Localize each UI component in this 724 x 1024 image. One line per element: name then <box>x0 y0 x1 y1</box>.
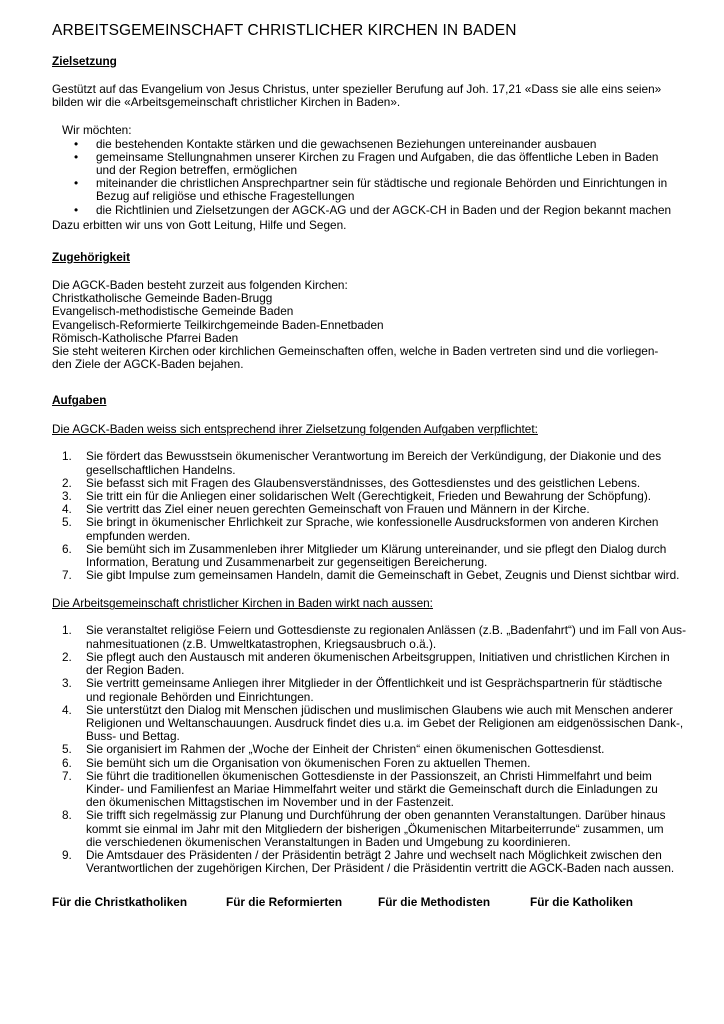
bullet-icon: • <box>74 136 79 151</box>
text-line: Sie vertritt das Ziel einer neuen gerechten Gemeinschaft von Frauen und Männern in der Kirche. <box>86 502 590 517</box>
item-number: 9. <box>62 847 72 862</box>
text-line: Verantwortlichen der zugehörigen Kirchen, Der Präsident / die Präsidentin vertritt die AGCK-Baden nach aussen. <box>86 861 675 876</box>
member-church: Römisch-Katholische Pfarrei Baden <box>52 330 239 345</box>
member-church: Christkatholische Gemeinde Baden-Brugg <box>52 291 273 306</box>
text-line: Sie fördert das Bewusstsein ökumenischer Verantwortung im Bereich der Verkündigung, der Diakonie und des <box>86 449 662 464</box>
bullet-icon: • <box>74 149 79 164</box>
text-line: empfunden werden. <box>86 528 191 543</box>
text-line: Sie bemüht sich um die Organisation von ökumenischen Foren zu aktuellen Themen. <box>86 755 531 770</box>
text-line: Sie bemüht sich im Zusammenleben ihrer Mitglieder um Klärung untereinander, und sie pflegt den Dialog durch <box>86 541 667 556</box>
text-line: Kinder- und Familienfest an Mariae Himmelfahrt weiter und stärkt die Gemeinschaft durch die Einladungen zu <box>86 781 658 796</box>
text-line: Sie gibt Impulse zum gemeinsamen Handeln, damit die Gemeinschaft in Gebet, Zeugnis und Dienst sichtbar wird. <box>86 568 680 583</box>
text-line: Sie tritt ein für die Anliegen einer solidarischen Welt (Gerechtigkeit, Frieden und Bewahrung der Schöpfung). <box>86 489 652 504</box>
member-church: Evangelisch-Reformierte Teilkirchgemeinde Baden-Ennetbaden <box>52 317 384 332</box>
item-number: 1. <box>62 449 72 464</box>
text-line: Sie vertritt gemeinsame Anliegen ihrer Mitglieder in der Öffentlichkeit und ist Gesprächspartnerin für städtische <box>86 676 663 691</box>
wish-intro: Wir möchten: <box>62 123 132 138</box>
goals-bullet-list <box>52 138 686 217</box>
list-item <box>62 569 686 582</box>
zielsetzung-closing: Dazu erbitten wir uns von Gott Leitung, Hilfe und Segen. <box>52 217 347 232</box>
bullet-icon: • <box>74 202 79 217</box>
list-item <box>62 651 686 677</box>
text-line: den ökumenischen Mittagstischen im November und in der Fastenzeit. <box>86 795 454 810</box>
text-line: der Region Baden. <box>86 663 185 678</box>
text-line: Die Amtsdauer des Präsidenten / der Präsidentin beträgt 2 Jahre und wechselt nach Möglichkeit zwischen den <box>86 847 662 862</box>
list-item <box>62 677 686 703</box>
list-item <box>62 204 686 217</box>
text-line: Sie organisiert im Rahmen der „Woche der Einheit der Christen“ einen ökumenischen Gottesdienst. <box>86 742 605 757</box>
section-heading-zielsetzung: Zielsetzung <box>52 54 117 68</box>
signature-line <box>52 895 686 909</box>
internal-tasks-list <box>52 450 686 582</box>
item-number: 3. <box>62 489 72 504</box>
text-line: Sie steht weiteren Kirchen oder kirchlichen Gemeinschaften offen, welche in Baden vertreten sind und die vorliegen- <box>52 344 659 359</box>
list-item <box>62 743 686 756</box>
item-number: 5. <box>62 742 72 757</box>
text-line: Buss- und Bettag. <box>86 729 180 744</box>
external-tasks-list <box>52 624 686 875</box>
zielsetzung-intro <box>52 83 686 109</box>
text-line: kommt sie einmal im Jahr mit den Mitgliedern der bisherigen „Ökumenischen Mitarbeiterrunde“ zusammen, um <box>86 821 664 836</box>
bullet-icon: • <box>74 176 79 191</box>
text-line: miteinander die christlichen Ansprechpartner sein für städtische und regionale Behörden und Einrichtungen in <box>96 176 668 191</box>
item-number: 6. <box>62 541 72 556</box>
document-title: ARBEITSGEMEINSCHAFT CHRISTLICHER KIRCHEN IN BADEN <box>52 22 517 39</box>
text-line: die Richtlinien und Zielsetzungen der AGCK-AG und der AGCK-CH in Baden und der Region bekannt machen <box>96 202 672 217</box>
text-line: den Ziele der AGCK-Baden bejahen. <box>52 357 244 372</box>
list-item <box>62 450 686 476</box>
list-item <box>62 177 686 203</box>
item-number: 7. <box>62 568 72 583</box>
tasks-subheading-internal: Die AGCK-Baden weiss sich entsprechend ihrer Zielsetzung folgenden Aufgaben verpflichtet: <box>52 422 538 437</box>
tasks-subheading-external: Die Arbeitsgemeinschaft christlicher Kirchen in Baden wirkt nach aussen: <box>52 596 433 611</box>
text-line: und regionale Behörden und Einrichtungen. <box>86 689 314 704</box>
text-line: bilden wir die «Arbeitsgemeinschaft christlicher Kirchen in Baden». <box>52 95 401 110</box>
item-number: 5. <box>62 515 72 530</box>
list-item <box>62 151 686 177</box>
section-heading-aufgaben: Aufgaben <box>52 393 107 408</box>
item-number: 1. <box>62 623 72 638</box>
list-item <box>62 757 686 770</box>
list-item <box>62 516 686 542</box>
item-number: 4. <box>62 702 72 717</box>
text-line: Sie pflegt auch den Austausch mit anderen ökumenischen Arbeitsgruppen, Initiativen und christlichen Kirchen in <box>86 649 670 664</box>
item-number: 4. <box>62 502 72 517</box>
list-item <box>62 624 686 650</box>
text-line: Die AGCK-Baden besteht zurzeit aus folgenden Kirchen: <box>52 278 348 293</box>
text-line: und der Region betreffen, ermöglichen <box>96 163 298 178</box>
list-item <box>62 543 686 569</box>
text-line: Information, Beratung und Zusammenarbeit zur gegenseitigen Bereicherung. <box>86 555 488 570</box>
item-number: 2. <box>62 649 72 664</box>
text-line: die bestehenden Kontakte stärken und die gewachsenen Beziehungen untereinander ausbauen <box>96 136 597 151</box>
text-line: die verschiedenen ökumenischen Veranstaltungen in Baden und Umgebung zu koordinieren. <box>86 834 571 849</box>
text-line: Sie unterstützt den Dialog mit Menschen jüdischen und muslimischen Glaubens wie auch mit Menschen anderer <box>86 702 673 717</box>
item-number: 8. <box>62 808 72 823</box>
text-line: gesellschaftlichen Handelns. <box>86 462 236 477</box>
signature-katholiken: Für die Katholiken <box>530 895 633 910</box>
text-line: Gestützt auf das Evangelium von Jesus Christus, unter spezieller Berufung auf Joh. 17,21 «Dass sie alle eins seien» <box>52 82 662 96</box>
section-heading-zugehoerigkeit: Zugehörigkeit <box>52 250 130 265</box>
text-line: Sie führt die traditionellen ökumenischen Gottesdienste in der Passionszeit, an Christi Himmelfahrt und beim <box>86 768 652 783</box>
signature-methodisten: Für die Methodisten <box>378 895 491 910</box>
document-page <box>52 22 686 909</box>
text-line: Religionen und Weltanschauungen. Ausdruck findet dies u.a. im Gebet der Religionen am eidgenössischen Dank-, <box>86 715 684 730</box>
text-line: nahmesituationen (z.B. Umweltkatastrophen, Kriegsausbruch o.ä.). <box>86 636 437 651</box>
list-item <box>62 809 686 849</box>
item-number: 2. <box>62 475 72 490</box>
member-church: Evangelisch-methodistische Gemeinde Baden <box>52 304 294 319</box>
text-line: Sie veranstaltet religiöse Feiern und Gottesdienste zu regionalen Anlässen (z.B. „Badenfahrt“) und im Fall von Aus- <box>86 623 686 638</box>
list-item <box>62 849 686 875</box>
item-number: 3. <box>62 676 72 691</box>
list-item <box>62 704 686 744</box>
list-item <box>62 770 686 810</box>
signature-christkatholiken: Für die Christkatholiken <box>52 895 188 910</box>
text-line: gemeinsame Stellungnahmen unserer Kirchen zu Fragen und Aufgaben, die das öffentliche Leben in Baden <box>96 149 659 164</box>
list-item <box>62 138 686 151</box>
text-line: Sie trifft sich regelmässig zur Planung und Durchführung der oben genannten Veranstaltungen. Darüber hinaus <box>86 808 666 823</box>
signature-reformierte: Für die Reformierten <box>226 895 343 910</box>
membership-text <box>52 279 686 371</box>
item-number: 7. <box>62 768 72 783</box>
item-number: 6. <box>62 755 72 770</box>
text-line: Bezug auf religiöse und ethische Fragestellungen <box>96 189 355 204</box>
text-line: Sie bringt in ökumenischer Ehrlichkeit zur Sprache, wie konfessionelle Ausdrucksformen von anderen Kirchen <box>86 515 659 530</box>
text-line: Sie befasst sich mit Fragen des Glaubensverständnisses, des Gottesdienstes und des geistlichen Lebens. <box>86 475 641 490</box>
